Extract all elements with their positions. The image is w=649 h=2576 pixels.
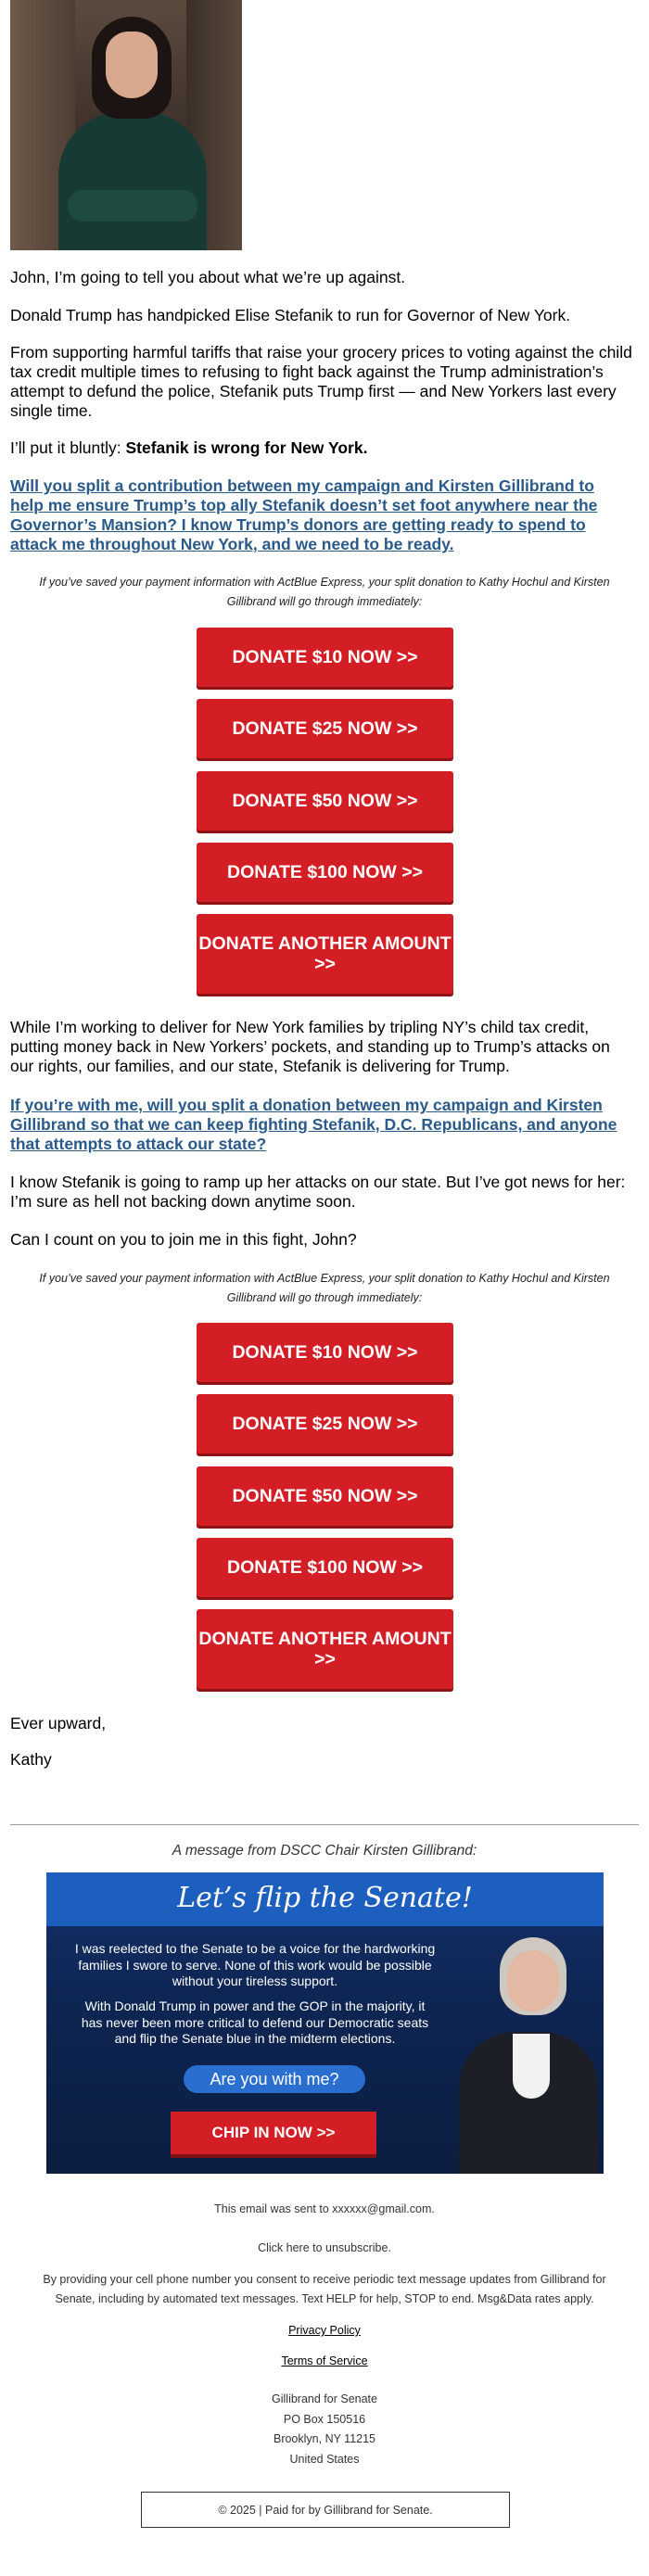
paid-for-box: © 2025 | Paid for by Gillibrand for Senate. bbox=[141, 2492, 510, 2528]
donate-10-button[interactable]: DONATE $10 NOW >> bbox=[197, 628, 453, 687]
portrait-face bbox=[106, 32, 158, 98]
gillibrand-message-heading: A message from DSCC Chair Kirsten Gillibrand: bbox=[172, 1843, 477, 1859]
intro-paragraph-4 bbox=[10, 438, 636, 458]
intro-paragraph-3: From supporting harmful tariffs that raise your grocery prices to voting against the child tax credit multiple times to refusing to fight back against the Trump administration’s attempt to defund the police, Stefanik puts Trump first — and New Yorkers last every single time. bbox=[10, 343, 632, 420]
actblue-note-2: If you’ve saved your payment information with ActBlue Express, your split donation to Kathy Hochul and Kirsten Gillibrand will go through immediately: bbox=[39, 1272, 610, 1304]
actblue-note-1: If you’ve saved your payment information with ActBlue Express, your split donation to Kathy Hochul and Kirsten Gillibrand will go through immediately: bbox=[39, 576, 610, 608]
gillibrand-banner[interactable] bbox=[46, 1872, 604, 2174]
footer-address-country: United States bbox=[289, 2453, 360, 2466]
signoff-name: Kathy bbox=[10, 1750, 52, 1769]
footer-sent-to: This email was sent to xxxxxx@gmail.com. bbox=[214, 2202, 435, 2215]
donation-link-2[interactable]: If you’re with me, will you split a donation between my campaign and Kirsten Gillibrand so that we can keep fighting Stefanik, D.C. Republicans, and anyone that attempts to attack our state? bbox=[10, 1096, 617, 1153]
donate-100-button[interactable]: DONATE $100 NOW >> bbox=[197, 843, 453, 902]
middle-paragraph-3: Can I count on you to join me in this fight, John? bbox=[10, 1230, 357, 1249]
footer-sms-disclaimer: By providing your cell phone number you consent to receive periodic text message updates from Gillibrand for Senate, including by automated text messages. Text HELP for help, STOP to end. Msg&Data rates apply. bbox=[43, 2273, 606, 2305]
terms-of-service-link[interactable]: Terms of Service bbox=[281, 2354, 368, 2367]
donate-50-button[interactable]: DONATE $50 NOW >> bbox=[197, 771, 453, 831]
donate-other-amount-button[interactable]: DONATE ANOTHER AMOUNT >> bbox=[197, 914, 453, 994]
footer-address-city: Brooklyn, NY 11215 bbox=[273, 2432, 376, 2445]
footer-address-org: Gillibrand for Senate bbox=[272, 2392, 377, 2405]
banner-paragraph-2: With Donald Trump in power and the GOP in the majority, it has never been more critical to defend our Democratic seats and flip the Senate blue in the midterm elections. bbox=[81, 1999, 429, 2046]
middle-paragraph-1: While I’m working to deliver for New York families by tripling NY’s child tax credit, putting money back in New Yorkers’ pockets, and standing up to Trump’s attacks on our rights, our families, and our state, Stefanik is delivering for Trump. bbox=[10, 1018, 610, 1075]
signoff-line-1: Ever upward, bbox=[10, 1714, 107, 1732]
banner-script-title: Let’s flip the Senate! bbox=[177, 1882, 473, 1914]
intro-paragraph-2: Donald Trump has handpicked Elise Stefanik to run for Governor of New York. bbox=[10, 306, 571, 324]
donate-25-button[interactable]: DONATE $25 NOW >> bbox=[197, 699, 453, 758]
intro-paragraph-4-prefix: I’ll put it bluntly: bbox=[10, 438, 126, 457]
intro-paragraph-4-bold: Stefanik is wrong for New York. bbox=[125, 438, 368, 457]
donate-10-button-2[interactable]: DONATE $10 NOW >> bbox=[197, 1323, 453, 1382]
banner-question-pill: Are you with me? bbox=[184, 2065, 365, 2093]
footer-address-po: PO Box 150516 bbox=[283, 2413, 366, 2426]
chip-in-button[interactable]: CHIP IN NOW >> bbox=[171, 2112, 376, 2154]
donate-50-button-2[interactable]: DONATE $50 NOW >> bbox=[197, 1466, 453, 1526]
portrait-arms bbox=[68, 190, 197, 222]
privacy-policy-link[interactable]: Privacy Policy bbox=[288, 2324, 361, 2337]
donate-other-amount-button-2[interactable]: DONATE ANOTHER AMOUNT >> bbox=[197, 1609, 453, 1689]
gillibrand-portrait bbox=[452, 1930, 604, 2174]
section-divider bbox=[10, 1824, 639, 1825]
donation-link-1[interactable]: Will you split a contribution between my campaign and Kirsten Gillibrand to help me ensure Trump’s top ally Stefanik doesn’t set foot anywhere near the Governor’s Mansion? I know Trump’s donors are getting ready to spend to attack me throughout New York, and we need to be ready. bbox=[10, 476, 598, 553]
donate-100-button-2[interactable]: DONATE $100 NOW >> bbox=[197, 1538, 453, 1597]
unsubscribe-link[interactable]: Click here to unsubscribe. bbox=[258, 2241, 391, 2254]
portrait-body bbox=[58, 111, 207, 250]
portrait-shirt bbox=[513, 2034, 550, 2099]
portrait-face bbox=[507, 1950, 559, 2011]
donate-25-button-2[interactable]: DONATE $25 NOW >> bbox=[197, 1394, 453, 1453]
intro-paragraph-1: John, I’m going to tell you about what we’re up against. bbox=[10, 268, 406, 286]
middle-paragraph-2: I know Stefanik is going to ramp up her attacks on our state. But I’ve got news for her: I’m sure as hell not backing down anytime soon. bbox=[10, 1173, 626, 1211]
banner-paragraph-1: I was reelected to the Senate to be a voice for the hardworking families I swore to serve. None of this work would be possible without your tireless support. bbox=[74, 1941, 436, 1988]
hero-portrait-image bbox=[10, 0, 242, 250]
